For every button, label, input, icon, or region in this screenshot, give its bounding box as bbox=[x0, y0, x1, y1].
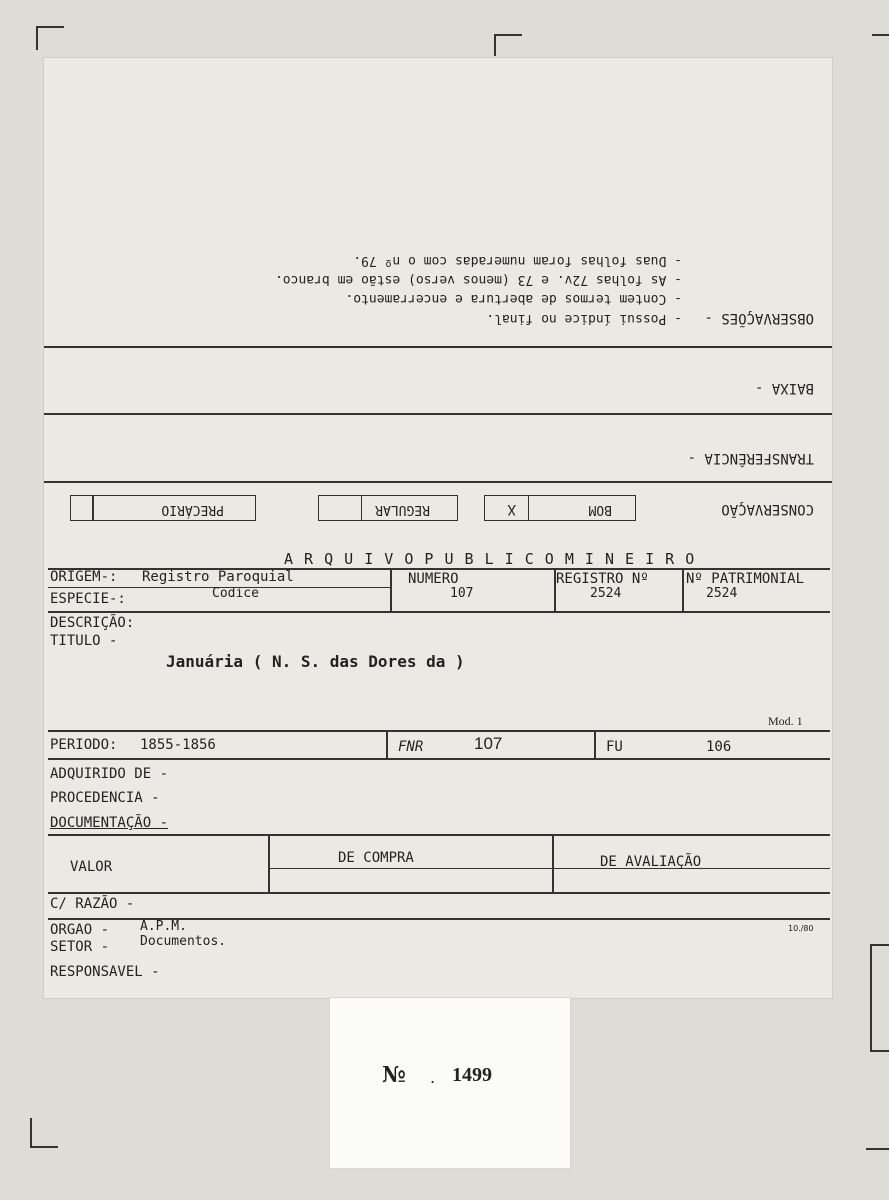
origem-value: Registro Paroquial bbox=[142, 569, 294, 585]
numero-value: 107 bbox=[450, 586, 474, 601]
setor-label: SETOR - bbox=[50, 939, 110, 955]
especie-value: Codice bbox=[212, 586, 259, 601]
corner-mark-top-center bbox=[494, 34, 522, 56]
observacoes-rule bbox=[44, 346, 832, 348]
observacoes-line-2: - Contem termos de abertura e encerramento. bbox=[345, 291, 682, 306]
conservacao-bom-box bbox=[528, 495, 636, 521]
especie-label: ESPECIE-: bbox=[50, 591, 126, 607]
inverted-section bbox=[44, 58, 832, 528]
de-avaliacao-label: DE AVALIAÇÃO bbox=[600, 854, 702, 870]
ticket-dot: . bbox=[430, 1068, 436, 1087]
razao-label: C/ RAZÃO - bbox=[50, 896, 135, 912]
observacoes-line-1: - Possui índice no final. bbox=[486, 311, 682, 326]
conservacao-regular-label: REGULAR bbox=[375, 502, 430, 517]
observacoes-line-3: - As folhas 72v. e 73 (menos verso) estão em branco. bbox=[275, 272, 682, 287]
observacoes-line-4: - Duas folhas foram numeradas com o nº 79. bbox=[353, 253, 682, 268]
periodo-value: 1855-1856 bbox=[140, 737, 216, 753]
conservacao-label: CONSERVAÇÃO bbox=[721, 501, 814, 517]
rule-compra-left bbox=[268, 834, 270, 892]
conservacao-bom-check bbox=[484, 495, 528, 521]
documentacao-label: DOCUMENTAÇÃO - bbox=[50, 815, 169, 831]
conservacao-mark: X bbox=[507, 501, 516, 517]
observacoes-label: OBSERVAÇÕES - bbox=[704, 310, 814, 326]
conservacao-bom-label: BOM bbox=[588, 502, 612, 517]
mod-label: Mod. 1 bbox=[768, 714, 803, 728]
rule-compra-mid bbox=[268, 868, 830, 869]
orgao-value: A.P.M. bbox=[140, 919, 187, 934]
descricao-label: DESCRIÇÃO: bbox=[50, 615, 135, 631]
numero-label: NUMERO bbox=[408, 571, 459, 587]
adquirido-label: ADQUIRIDO DE - bbox=[50, 766, 169, 782]
baixa-label: BAIXA - bbox=[754, 380, 814, 396]
responsavel-label: RESPONSAVEL - bbox=[50, 964, 160, 980]
ticket-number: 1499 bbox=[452, 1064, 492, 1086]
procedencia-label: PROCEDENCIA - bbox=[50, 790, 160, 806]
rule-periodo-bottom bbox=[48, 758, 830, 760]
rule-avaliacao-left bbox=[552, 834, 554, 892]
valor-label: VALOR bbox=[70, 859, 113, 875]
rule-valor-bottom bbox=[48, 892, 830, 894]
setor-value: Documentos. bbox=[140, 934, 227, 949]
number-ticket bbox=[330, 998, 570, 1168]
titulo-value: Januária ( N. S. das Dores da ) bbox=[166, 652, 465, 671]
origem-label: ORIGEM-: bbox=[50, 569, 118, 585]
fu-label: FU bbox=[606, 739, 623, 755]
archive-title: A R Q U I V O P U B L I C O M I N E I R O bbox=[284, 550, 696, 568]
corner-mark-top-right bbox=[872, 34, 889, 38]
conservacao-precario-label: PRECÁRIO bbox=[161, 502, 224, 517]
rule-periodo-top bbox=[48, 730, 830, 732]
conservacao-regular-check bbox=[318, 495, 362, 521]
registro-value: 2524 bbox=[590, 586, 622, 601]
orgao-label: ORGAO - bbox=[50, 922, 110, 938]
rule-valor-top bbox=[48, 834, 830, 836]
patrimonial-value: 2524 bbox=[706, 586, 738, 601]
fnr-value: 107 bbox=[474, 734, 503, 753]
corner-mark-bottom-right bbox=[866, 1148, 889, 1152]
baixa-rule bbox=[44, 413, 832, 415]
rule-fnr-left bbox=[386, 730, 388, 758]
corner-mark-right-bracket bbox=[870, 944, 889, 1052]
rule-patrimonial-left bbox=[682, 568, 684, 612]
periodo-label: PERIODO: bbox=[50, 737, 118, 753]
rule-fu-left bbox=[594, 730, 596, 758]
titulo-label: TITULO - bbox=[50, 633, 118, 649]
form-code: 10./80 bbox=[788, 924, 814, 933]
de-compra-label: DE COMPRA bbox=[338, 850, 414, 866]
corner-mark-bottom-left bbox=[30, 1118, 58, 1148]
transferencia-label: TRANSFERÊNCIA - bbox=[687, 450, 814, 466]
fu-value: 106 bbox=[706, 739, 732, 755]
rule-origem-bottom bbox=[48, 611, 830, 613]
patrimonial-label: Nº PATRIMONIAL bbox=[686, 571, 805, 587]
transferencia-rule bbox=[44, 481, 832, 483]
conservacao-precario-divider bbox=[93, 495, 95, 521]
fnr-label: FNR bbox=[398, 739, 424, 755]
corner-mark-top-left bbox=[36, 26, 64, 50]
registro-label: REGISTRO Nº bbox=[556, 571, 649, 587]
ticket-number-symbol: № bbox=[382, 1062, 406, 1088]
catalog-card bbox=[44, 58, 832, 998]
rule-numero-left bbox=[390, 568, 392, 612]
